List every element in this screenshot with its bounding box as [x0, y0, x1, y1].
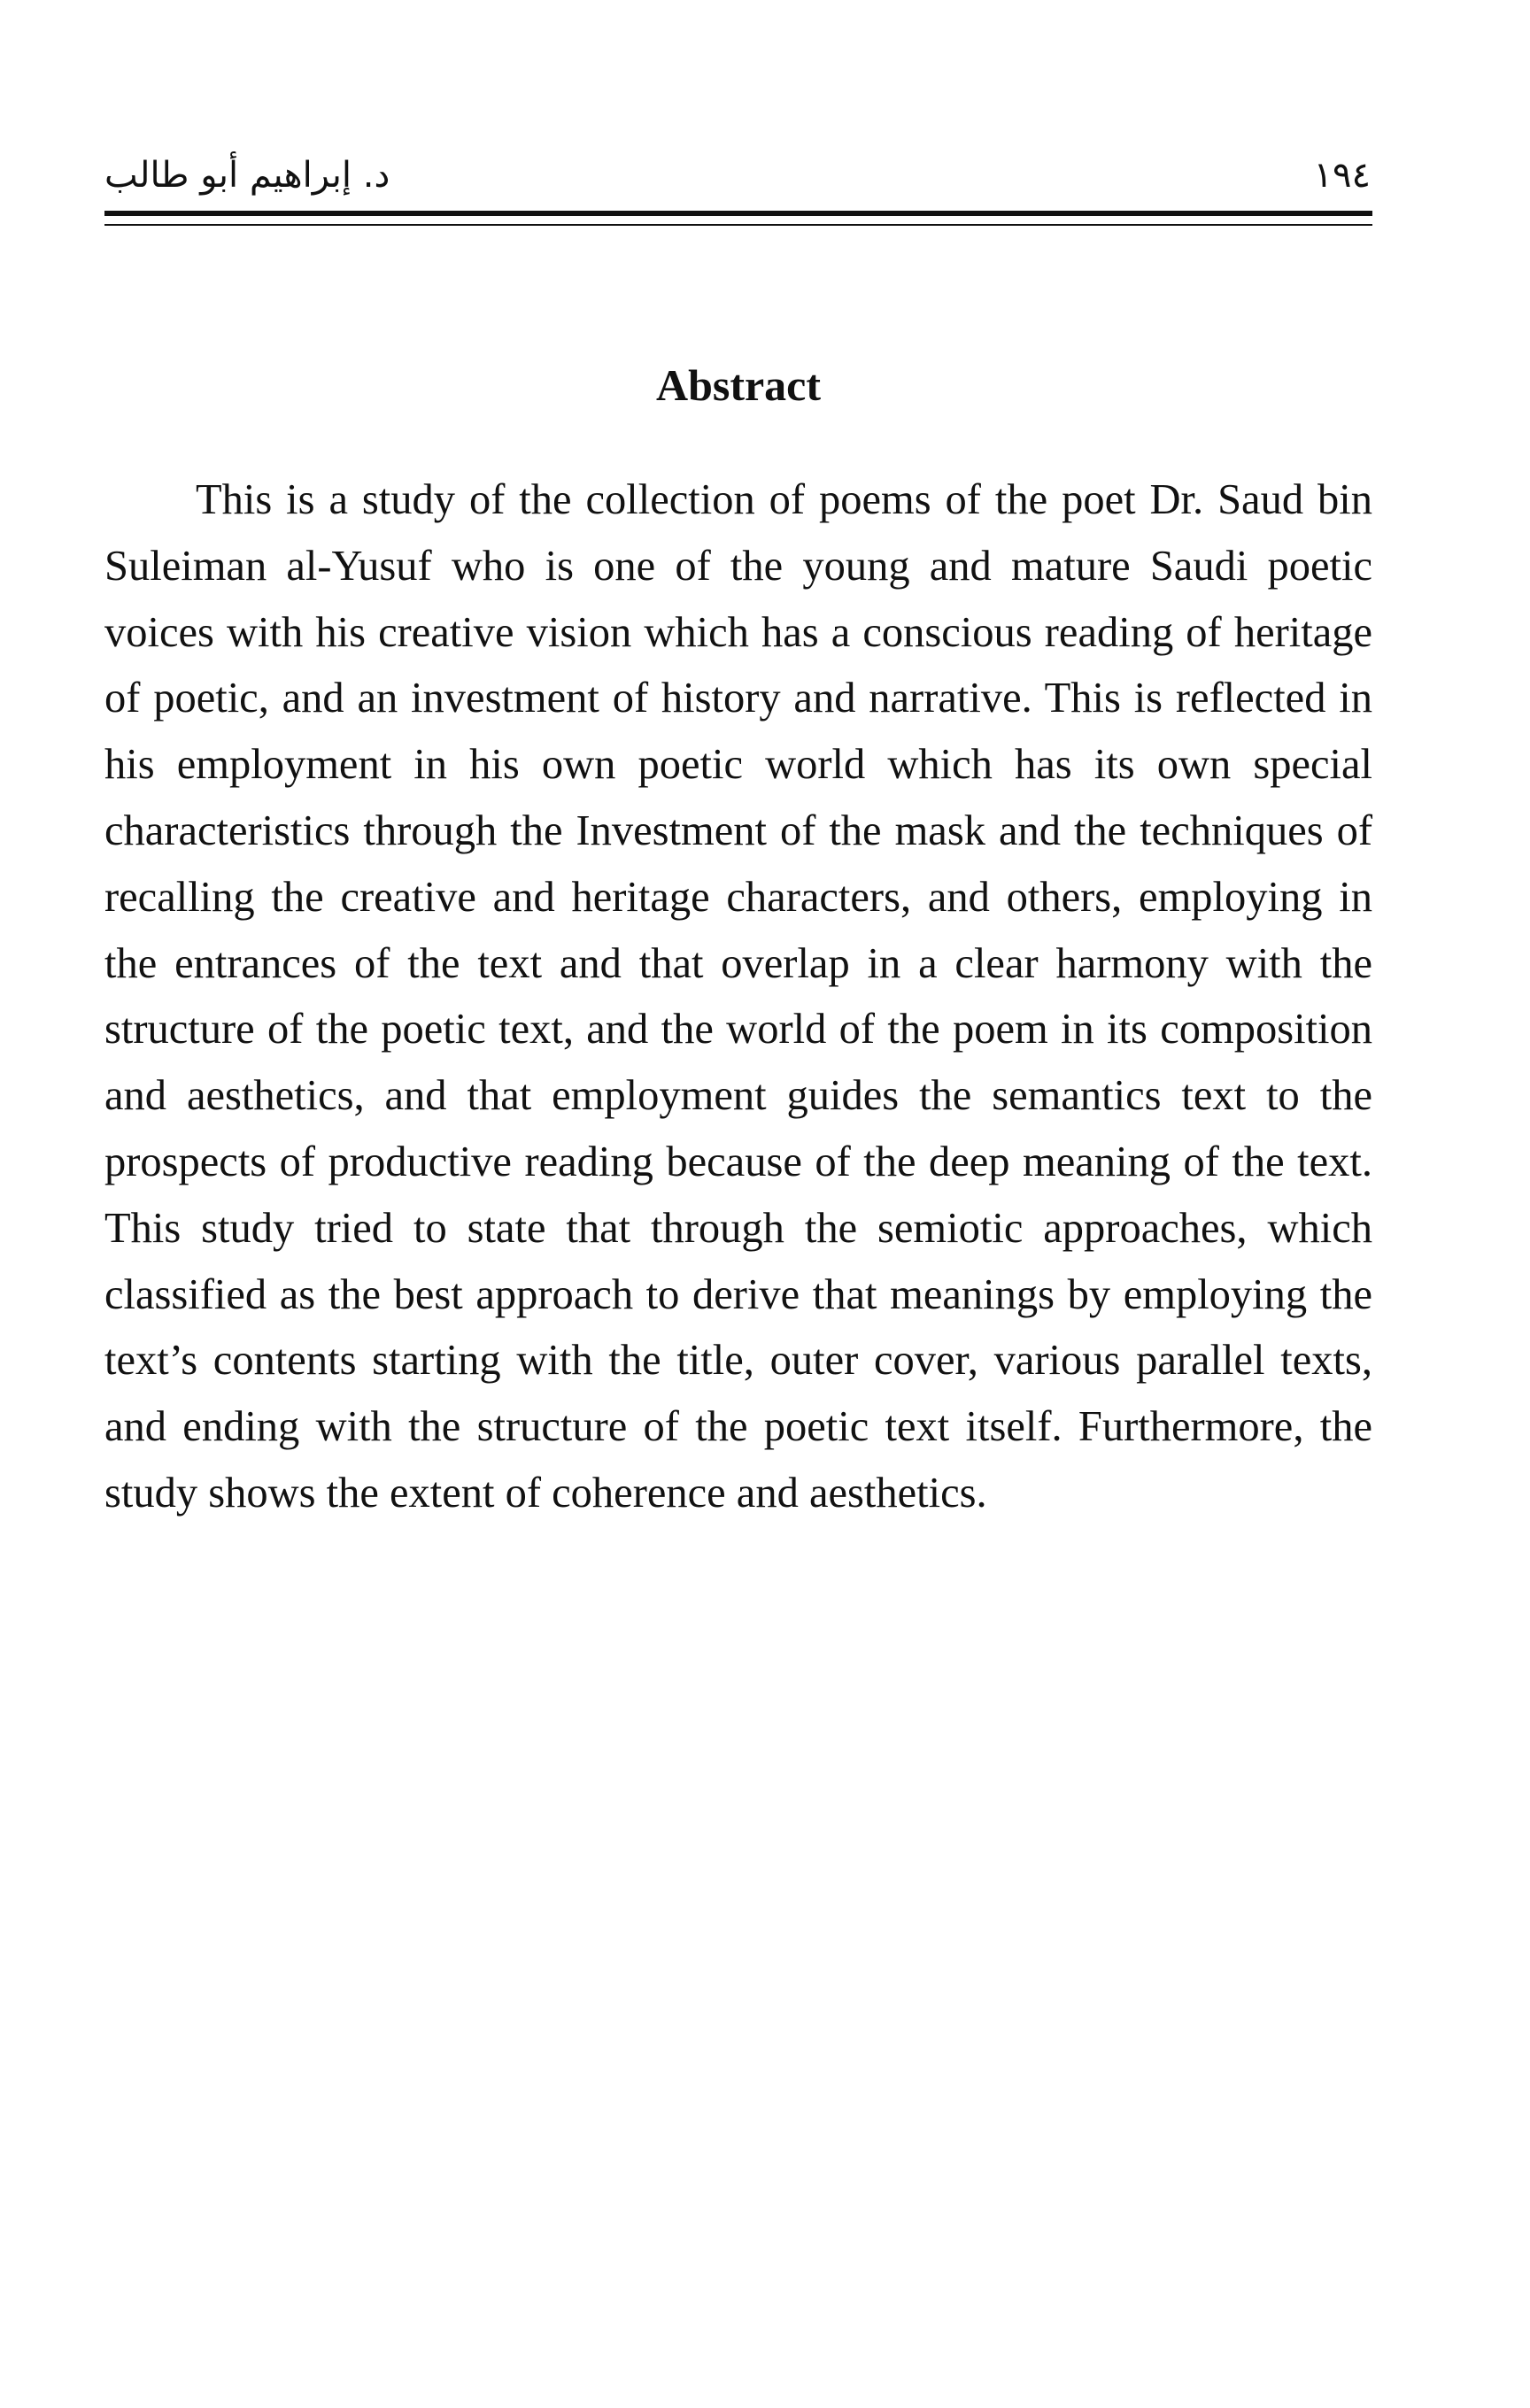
header-rule-thin	[104, 224, 1372, 226]
abstract-title: Abstract	[655, 360, 822, 410]
header-author: د. إبراهيم أبو طالب	[104, 155, 390, 196]
abstract-body: This is a study of the collection of poems of the poet Dr. Saud bin Suleiman al-Yusuf who is one of the young and mature Saudi poetic voices with his creative vision which has a conscious reading of heritage of poetic, and an investment of history and narrative. This is reflected in his employment in his own poetic world which has its own special characteristics through the Investment of the mask and the techniques of recalling the creative and heritage characters, and others, employing in the entrances of the text and that overlap in a clear harmony with the structure of the poetic text, and the world of the poem in its composition and aesthetics, and that employment guides the semantics text to the prospects of productive reading because of the deep meaning of the text. This study tried to state that through the semiotic approaches, which classified as the best approach to derive that meanings by employing the text’s contents starting with the title, outer cover, various parallel texts, and ending with the structure of the poetic text itself. Furthermore, the study shows the extent of coherence and aesthetics.	[104, 476, 1372, 1517]
running-header	[104, 149, 1371, 202]
page-number: ١٩٤	[1313, 155, 1371, 196]
header-rule-thick	[104, 211, 1372, 216]
